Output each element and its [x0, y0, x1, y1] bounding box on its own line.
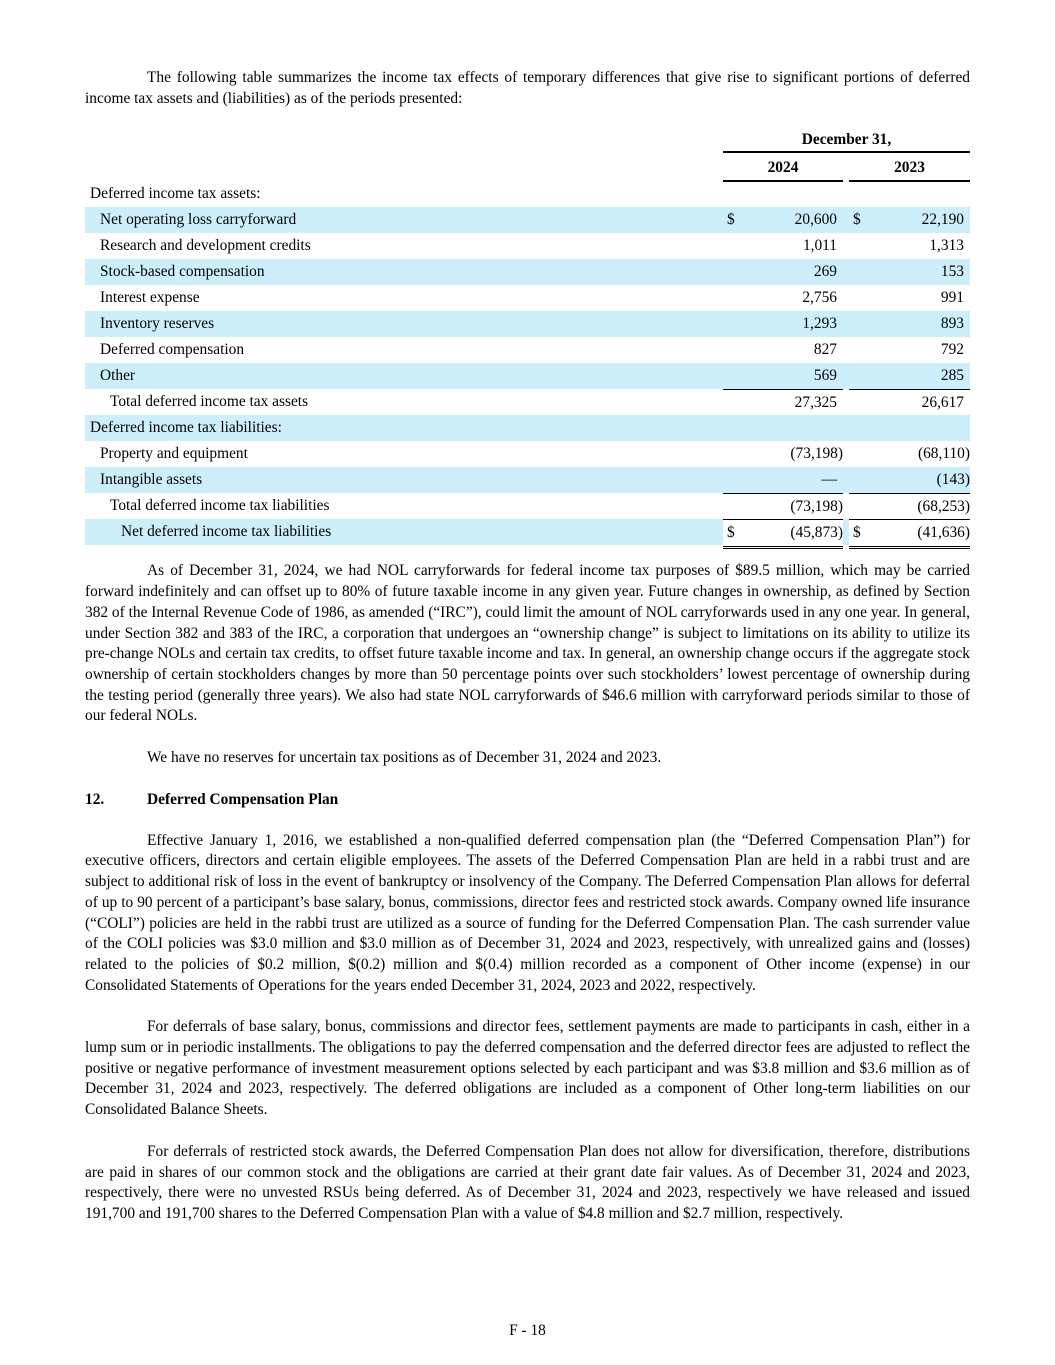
- value-2024: 269: [813, 263, 837, 281]
- section-title: Deferred Compensation Plan: [147, 790, 339, 808]
- table-row-total-liabilities: [85, 493, 970, 519]
- table-row-assets-heading: [85, 181, 970, 207]
- row-label: Deferred income tax assets:: [90, 185, 261, 203]
- table-row: [85, 311, 970, 337]
- table-row: [85, 467, 970, 493]
- value-2023: 893: [940, 315, 964, 333]
- dcp-intro-paragraph: Effective January 1, 2016, we established a non-qualified deferred compensation plan (the “Deferred Compensation Plan”) for executive officers, directors and certain eligible employees. The assets of the Deferred Compensation Plan are held in a rabbi trust and are subject to additional risk of loss in the event of bankruptcy or insolvency of the Company. The Deferred Compensation Plan allows for deferral of up to 90 percent of a participant’s base salary, bonus, commissions, director fees and restricted stock awards. Company owned life insurance (“COLI”) policies are held in the rabbi trust are utilized as a source of funding for the Deferred Compensation Plan. The cash surrender value of the COLI policies was $3.0 million and $3.0 million as of December 31, 2024 and 2023, respectively, with unrealized gains and (losses) related to the policies of $0.2 million, $(0.2) million and $(0.4) million recorded as a component of Other income (expense) in our Consolidated Statements of Operations for the years ended December 31, 2024, 2023 and 2022, respectively.: [85, 831, 970, 994]
- value-2023: 285: [940, 367, 964, 385]
- value-2024: (73,198): [790, 445, 843, 463]
- year-header-2023: 2023: [849, 159, 970, 182]
- table-row: [85, 259, 970, 285]
- period-header: December 31,: [723, 131, 970, 153]
- value-2023: (143): [936, 471, 970, 489]
- table-header-period: [85, 131, 970, 155]
- value-2023: 991: [940, 289, 964, 307]
- page-number: F - 18: [509, 1322, 546, 1339]
- table-row: [85, 337, 970, 363]
- value-2023: 22,190: [921, 211, 964, 229]
- row-label: Inventory reserves: [100, 315, 215, 333]
- table-row: [85, 363, 970, 389]
- section-number: 12.: [85, 790, 105, 808]
- nol-paragraph: As of December 31, 2024, we had NOL carryforwards for federal income tax purposes of $89.5 million, which may be carried forward indefinitely and can offset up to 80% of future taxable income in any given year. Future changes in ownership, as defined by Section 382 of the Internal Revenue Code of 1986, as amended (“IRC”), could limit the amount of NOL carryforwards used in any one year. In general, under Section 382 and 383 of the IRC, a corporation that undergoes an “ownership change” is subject to limitations on its ability to utilize its pre-change NOLs and certain tax credits, to offset future taxable income and tax. In general, an ownership change occurs if the aggregate stock ownership of certain stockholders changes by more than 50 percentage points over such stockholders’ lowest percentage of ownership during the testing period (generally three years). We also had state NOL carryforwards of $46.6 million with carryforward periods similar to those of our federal NOLs.: [85, 562, 970, 725]
- value-2024: 20,600: [794, 211, 837, 229]
- table-row-liabilities-heading: [85, 415, 970, 441]
- row-label: Other: [100, 367, 136, 385]
- value-2023: (41,636): [917, 524, 970, 542]
- row-label: Stock-based compensation: [100, 263, 265, 281]
- row-label: Deferred compensation: [100, 341, 245, 359]
- dcp-cash-paragraph: For deferrals of base salary, bonus, commissions and director fees, settlement payments are made to participants in cash, either in a lump sum or in periodic installments. The obligations to pay the deferred compensation and the deferred director fees are adjusted to reflect the positive or negative performance of investment measurement options selected by each participant and was $3.8 million and $3.6 million as of December 31, 2024 and 2023, respectively. The deferred obligations are included as a component of Other long-term liabilities on our Consolidated Balance Sheets.: [85, 1018, 970, 1119]
- value-2024: (73,198): [790, 498, 843, 516]
- value-2024: 1,011: [802, 237, 837, 255]
- row-label: Property and equipment: [100, 445, 248, 463]
- row-label: Research and development credits: [100, 237, 311, 255]
- row-label: Interest expense: [100, 289, 200, 307]
- currency-symbol: $: [727, 524, 735, 542]
- row-label: Total deferred income tax assets: [110, 393, 309, 411]
- table-header-years: [85, 155, 970, 181]
- year-header-2024: 2024: [723, 159, 843, 182]
- reserves-paragraph: We have no reserves for uncertain tax positions as of December 31, 2024 and 2023.: [147, 749, 662, 767]
- value-2024: (45,873): [790, 524, 843, 542]
- table-row-total-assets: [85, 389, 970, 415]
- currency-symbol: $: [853, 524, 861, 542]
- table-row: [85, 233, 970, 259]
- table-row: [85, 285, 970, 311]
- table-row: [85, 441, 970, 467]
- currency-symbol: $: [727, 211, 735, 229]
- section-heading: [85, 790, 970, 810]
- row-label: Total deferred income tax liabilities: [110, 497, 330, 515]
- value-2023: (68,110): [917, 445, 970, 463]
- value-2023: 26,617: [921, 394, 964, 412]
- value-2023: 153: [940, 263, 964, 281]
- currency-symbol: $: [853, 211, 861, 229]
- dcp-stock-paragraph: For deferrals of restricted stock awards, the Deferred Compensation Plan does not allow for diversification, therefore, distributions are paid in shares of our common stock and the obligations are carried at their grant date fair values. As of December 31, 2024 and 2023, respectively, there were no unvested RSUs being deferred. As of December 31, 2024 and 2023, respectively we have released and issued 191,700 and 191,700 shares to the Deferred Compensation Plan with a value of $4.8 million and $2.7 million, respectively.: [85, 1142, 970, 1222]
- value-2024: 569: [813, 367, 837, 385]
- row-label: Intangible assets: [100, 471, 203, 489]
- row-label: Net deferred income tax liabilities: [121, 523, 332, 541]
- value-2023: 792: [940, 341, 964, 359]
- intro-paragraph: The following table summarizes the income tax effects of temporary differences that give rise to significant portions of deferred income tax assets and (liabilities) as of the periods presented:: [85, 69, 970, 107]
- deferred-tax-table: [85, 131, 970, 545]
- value-2024: —: [821, 471, 837, 489]
- value-2024: 27,325: [794, 394, 837, 412]
- row-label: Deferred income tax liabilities:: [90, 419, 282, 437]
- document-page: [85, 68, 970, 1225]
- value-2024: 1,293: [802, 315, 837, 333]
- row-label: Net operating loss carryforward: [100, 211, 297, 229]
- table-row: [85, 207, 970, 233]
- value-2024: 827: [813, 341, 837, 359]
- value-2024: 2,756: [802, 289, 837, 307]
- value-2023: 1,313: [929, 237, 964, 255]
- value-2023: (68,253): [917, 498, 970, 516]
- table-row-net-liabilities: [85, 519, 970, 545]
